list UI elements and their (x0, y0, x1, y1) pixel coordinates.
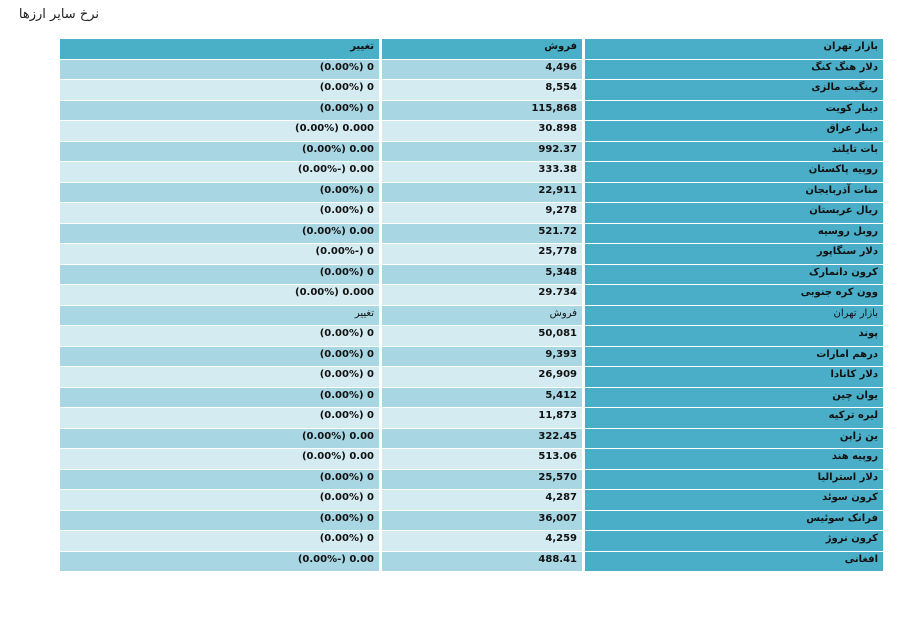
change-cell: 0 (0.00%) (60, 203, 379, 223)
currency-name-cell: بات تایلند (585, 142, 883, 162)
sell-price-cell: 4,287 (382, 490, 582, 510)
table-body (60, 39, 883, 571)
change-cell: 0 (0.00%) (60, 265, 379, 285)
sell-price-cell: 26,909 (382, 367, 582, 387)
sell-price-cell: 9,393 (382, 347, 582, 367)
table-row (60, 511, 883, 531)
change-cell: 0 (0.00%) (60, 326, 379, 346)
subheader-change: تغییر (60, 306, 379, 326)
table-row (60, 121, 883, 141)
sell-price-cell: 4,496 (382, 60, 582, 80)
currency-name-cell: منات آذربایجان (585, 183, 883, 203)
currency-name-cell: کرون نروژ (585, 531, 883, 551)
change-cell: 0.00 (0.00%) (60, 429, 379, 449)
sell-price-cell: 11,873 (382, 408, 582, 428)
table-row (60, 490, 883, 510)
currency-name-cell: دلار هنگ کنگ (585, 60, 883, 80)
table-row (60, 162, 883, 182)
currency-name-cell: وون کره جنوبی (585, 285, 883, 305)
table-row (60, 367, 883, 387)
table-row (60, 347, 883, 367)
table-row (60, 408, 883, 428)
sell-price-cell: 25,778 (382, 244, 582, 264)
sell-price-cell: 513.06 (382, 449, 582, 469)
subheader-sell: فروش (382, 306, 582, 326)
change-cell: 0.00 (-0.00%) (60, 552, 379, 572)
table-row (60, 285, 883, 305)
currency-name-cell: کرون دانمارک (585, 265, 883, 285)
table-row (60, 429, 883, 449)
change-cell: 0.000 (0.00%) (60, 121, 379, 141)
change-cell: 0.00 (0.00%) (60, 224, 379, 244)
table-row (60, 60, 883, 80)
change-cell: 0.00 (0.00%) (60, 449, 379, 469)
sell-price-cell: 8,554 (382, 80, 582, 100)
sell-price-cell: 322.45 (382, 429, 582, 449)
sell-price-cell: 36,007 (382, 511, 582, 531)
sell-price-cell: 4,259 (382, 531, 582, 551)
table-row (60, 388, 883, 408)
sell-price-cell: 115,868 (382, 101, 582, 121)
change-cell: 0 (0.00%) (60, 183, 379, 203)
table-row (60, 449, 883, 469)
table-row (60, 326, 883, 346)
sell-price-cell: 22,911 (382, 183, 582, 203)
table-row (60, 224, 883, 244)
table-row (60, 183, 883, 203)
change-cell: 0 (0.00%) (60, 80, 379, 100)
table-subheader-row (60, 306, 883, 326)
header-market: بازار تهران (585, 39, 883, 59)
change-cell: 0 (0.00%) (60, 60, 379, 80)
change-cell: 0 (0.00%) (60, 470, 379, 490)
currency-name-cell: روبل روسیه (585, 224, 883, 244)
sell-price-cell: 992.37 (382, 142, 582, 162)
change-cell: 0 (0.00%) (60, 511, 379, 531)
change-cell: 0 (0.00%) (60, 408, 379, 428)
currency-name-cell: دینار کویت (585, 101, 883, 121)
change-cell: 0.00 (0.00%) (60, 142, 379, 162)
change-cell: 0 (0.00%) (60, 490, 379, 510)
currency-name-cell: ریال عربستان (585, 203, 883, 223)
sell-price-cell: 333.38 (382, 162, 582, 182)
sell-price-cell: 488.41 (382, 552, 582, 572)
header-sell: فروش (382, 39, 582, 59)
table-row (60, 470, 883, 490)
sell-price-cell: 30.898 (382, 121, 582, 141)
sell-price-cell: 50,081 (382, 326, 582, 346)
currency-name-cell: پوند (585, 326, 883, 346)
table-row (60, 142, 883, 162)
table-row (60, 80, 883, 100)
table-header-row (60, 39, 883, 59)
currency-name-cell: ین ژاپن (585, 429, 883, 449)
header-change: تغییر (60, 39, 379, 59)
change-cell: 0 (0.00%) (60, 101, 379, 121)
table-row (60, 265, 883, 285)
sell-price-cell: 29.734 (382, 285, 582, 305)
change-cell: 0 (0.00%) (60, 531, 379, 551)
currency-name-cell: افغانی (585, 552, 883, 572)
currency-name-cell: روپیه هند (585, 449, 883, 469)
change-cell: 0 (-0.00%) (60, 244, 379, 264)
sell-price-cell: 521.72 (382, 224, 582, 244)
table-row (60, 531, 883, 551)
currency-name-cell: دلار سنگاپور (585, 244, 883, 264)
currency-rates-table (57, 38, 886, 572)
page-title: نرخ سایر ارزها (18, 7, 99, 22)
subheader-market: بازار تهران (585, 306, 883, 326)
currency-name-cell: فرانک سوئیس (585, 511, 883, 531)
table-row (60, 552, 883, 572)
change-cell: 0 (0.00%) (60, 367, 379, 387)
table-row (60, 203, 883, 223)
currency-name-cell: روپیه پاکستان (585, 162, 883, 182)
currency-name-cell: لیره ترکیه (585, 408, 883, 428)
change-cell: 0 (0.00%) (60, 388, 379, 408)
table-row (60, 244, 883, 264)
change-cell: 0 (0.00%) (60, 347, 379, 367)
sell-price-cell: 5,412 (382, 388, 582, 408)
table-row (60, 101, 883, 121)
currency-name-cell: درهم امارات (585, 347, 883, 367)
currency-name-cell: دلار کانادا (585, 367, 883, 387)
sell-price-cell: 25,570 (382, 470, 582, 490)
currency-name-cell: رینگیت مالزی (585, 80, 883, 100)
currency-name-cell: دلار استرالیا (585, 470, 883, 490)
sell-price-cell: 9,278 (382, 203, 582, 223)
currency-name-cell: یوان چین (585, 388, 883, 408)
sell-price-cell: 5,348 (382, 265, 582, 285)
currency-name-cell: کرون سوئد (585, 490, 883, 510)
change-cell: 0.000 (0.00%) (60, 285, 379, 305)
change-cell: 0.00 (-0.00%) (60, 162, 379, 182)
currency-name-cell: دینار عراق (585, 121, 883, 141)
